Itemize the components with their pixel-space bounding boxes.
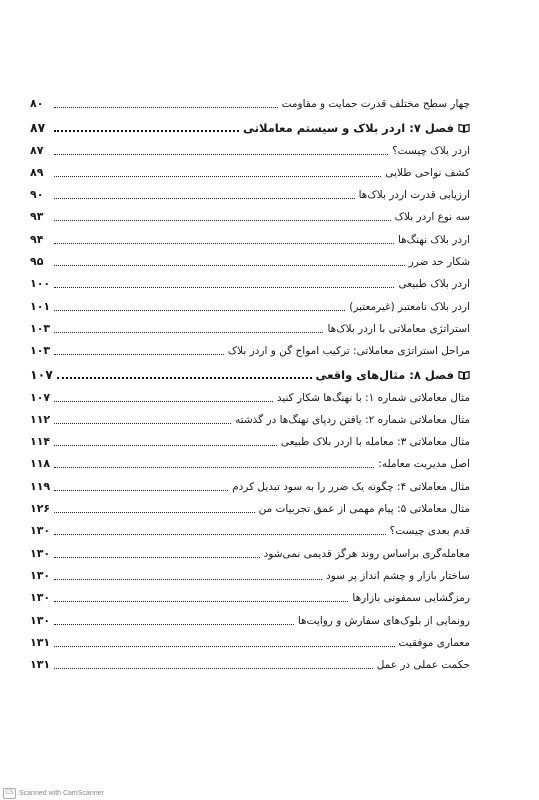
toc-entry bbox=[30, 337, 470, 359]
toc-entry bbox=[30, 517, 470, 539]
toc-page-number: ۱۰۳ bbox=[30, 344, 51, 358]
dot-leader bbox=[54, 153, 388, 155]
toc-entry-title: معماری موفقیت bbox=[395, 635, 470, 651]
toc-entry bbox=[30, 225, 470, 247]
toc-entry-title: ساختار بازار و چشم انداز پر سود bbox=[322, 568, 470, 584]
toc-entry-title: اردر بلاک نامعتبر (غیرمعتبر) bbox=[345, 299, 470, 315]
dot-leader bbox=[54, 175, 381, 177]
toc-page-number: ۱۲۶ bbox=[30, 502, 51, 516]
toc-page-number: ۱۳۱ bbox=[30, 658, 51, 672]
toc-entry bbox=[30, 584, 470, 606]
toc-entry-title: اصل مدیریت معامله: bbox=[374, 456, 470, 472]
toc-entry bbox=[30, 383, 470, 405]
dot-leader bbox=[54, 489, 228, 491]
toc-page-number: ۱۳۰ bbox=[30, 591, 51, 605]
toc-page-number: ۱۰۷ bbox=[30, 367, 53, 383]
toc-entry bbox=[30, 472, 470, 494]
dot-leader bbox=[54, 286, 394, 288]
toc-entry bbox=[30, 428, 470, 450]
dot-leader bbox=[54, 106, 278, 108]
toc-page-number: ۱۱۹ bbox=[30, 479, 51, 493]
toc-page-number: ۱۳۱ bbox=[30, 635, 51, 649]
toc-entry-title: معامله‌گری براساس روند هرگز قدیمی نمی‌شود bbox=[260, 546, 470, 562]
toc-page-number: ۱۱۲ bbox=[30, 412, 51, 426]
toc-page-number: ۱۰۰ bbox=[30, 277, 51, 291]
toc-entry bbox=[30, 270, 470, 292]
toc-entry bbox=[30, 406, 470, 428]
toc-entry-title: اردر بلاک طبیعی bbox=[394, 276, 470, 292]
toc-entry-title: مثال معاملاتی شماره ۲: یافتن ردپای نهنگ‌ها در گذشته bbox=[231, 412, 470, 428]
toc-entry-title: فصل ۸: مثال‌های واقعی bbox=[312, 367, 470, 383]
toc-chapter-heading bbox=[30, 112, 470, 136]
toc-page-number: ۱۰۱ bbox=[30, 299, 51, 313]
toc-page-number: ۱۰۷ bbox=[30, 390, 51, 404]
toc-entry-title: قدم بعدی چیست؟ bbox=[386, 523, 470, 539]
dot-leader bbox=[54, 197, 355, 199]
toc-page-number: ۱۱۴ bbox=[30, 435, 51, 449]
toc-entry-title: چهار سطح مختلف قدرت حمایت و مقاومت bbox=[278, 96, 470, 112]
toc-entry bbox=[30, 629, 470, 651]
watermark-label: Scanned with CamScanner bbox=[19, 789, 104, 797]
toc-entry-title: حکمت عملی در عمل bbox=[373, 657, 470, 673]
toc-entry bbox=[30, 159, 470, 181]
dot-leader bbox=[54, 600, 348, 602]
dot-leader bbox=[54, 578, 322, 580]
dot-leader bbox=[54, 353, 224, 355]
table-of-contents bbox=[30, 90, 470, 673]
toc-page-number: ۸۹ bbox=[30, 165, 44, 179]
dot-leader bbox=[57, 376, 312, 379]
dot-leader bbox=[54, 331, 323, 333]
toc-entry-title: مثال معاملاتی ۴: چگونه یک ضرر را به سود تبدیل کردم bbox=[228, 479, 470, 495]
dot-leader bbox=[54, 400, 273, 402]
toc-page-number: ۱۳۰ bbox=[30, 524, 51, 538]
camscanner-icon: CS bbox=[3, 788, 16, 799]
dot-leader bbox=[54, 309, 345, 311]
toc-entry-title: سه نوع اردر بلاک bbox=[391, 209, 470, 225]
toc-page-number: ۱۳۰ bbox=[30, 613, 51, 627]
toc-entry-title: کشف نواحی طلایی bbox=[381, 165, 470, 181]
toc-page-number: ۱۰۳ bbox=[30, 321, 51, 335]
dot-leader bbox=[54, 219, 391, 221]
toc-entry bbox=[30, 495, 470, 517]
toc-entry bbox=[30, 606, 470, 628]
book-icon bbox=[458, 123, 470, 133]
toc-entry-title: اردر بلاک نهنگ‌ها bbox=[394, 232, 470, 248]
toc-page-number: ۱۱۸ bbox=[30, 457, 51, 471]
toc-entry-title: استراتژی معاملاتی با اردر بلاک‌ها bbox=[323, 321, 470, 337]
toc-entry-title: شکار حد ضرر bbox=[405, 254, 470, 270]
dot-leader bbox=[54, 264, 405, 266]
dot-leader bbox=[54, 242, 394, 244]
book-icon bbox=[458, 370, 470, 380]
toc-chapter-heading bbox=[30, 359, 470, 383]
toc-entry bbox=[30, 181, 470, 203]
dot-leader bbox=[54, 129, 239, 132]
scanner-watermark bbox=[0, 786, 104, 800]
toc-entry bbox=[30, 203, 470, 225]
toc-page-number: ۸۷ bbox=[30, 120, 46, 136]
dot-leader bbox=[54, 511, 254, 513]
toc-entry-title: رمزگشایی سمفونی بازارها bbox=[348, 590, 470, 606]
toc-entry-title: ارزیابی قدرت اردر بلاک‌ها bbox=[355, 187, 470, 203]
toc-page-number: ۹۰ bbox=[30, 188, 44, 202]
toc-page-number: ۱۳۰ bbox=[30, 568, 51, 582]
toc-entry bbox=[30, 562, 470, 584]
toc-page-number: ۸۷ bbox=[30, 143, 44, 157]
dot-leader bbox=[54, 466, 374, 468]
toc-entry bbox=[30, 450, 470, 472]
toc-entry-title: مثال معاملاتی شماره ۱: با نهنگ‌ها شکار کنید bbox=[273, 390, 470, 406]
dot-leader bbox=[54, 667, 373, 669]
toc-entry-title: مراحل استراتژی معاملاتی: ترکیب امواج گن و اردر بلاک bbox=[224, 343, 470, 359]
dot-leader bbox=[54, 556, 259, 558]
toc-entry-title: مثال معاملاتی ۳: معامله با اردر بلاک طبیعی bbox=[277, 434, 470, 450]
toc-entry-title: مثال معاملاتی ۵: پیام مهمی از عمق تجربیات من bbox=[255, 501, 470, 517]
toc-entry bbox=[30, 248, 470, 270]
dot-leader bbox=[54, 444, 277, 446]
toc-entry bbox=[30, 90, 470, 112]
toc-entry bbox=[30, 539, 470, 561]
toc-entry-title: فصل ۷: اردر بلاک و سیستم معاملاتی bbox=[239, 120, 470, 136]
toc-entry bbox=[30, 315, 470, 337]
dot-leader bbox=[54, 645, 394, 647]
toc-entry bbox=[30, 292, 470, 314]
toc-page-number: ۹۳ bbox=[30, 210, 44, 224]
toc-page-number: ۹۴ bbox=[30, 232, 44, 246]
toc-page-number: ۹۵ bbox=[30, 255, 44, 269]
dot-leader bbox=[54, 623, 294, 625]
toc-entry bbox=[30, 136, 470, 158]
toc-entry-title: اردر بلاک چیست؟ bbox=[388, 143, 470, 159]
dot-leader bbox=[54, 422, 231, 424]
toc-page-number: ۱۳۰ bbox=[30, 546, 51, 560]
toc-page-number: ۸۰ bbox=[30, 97, 44, 111]
dot-leader bbox=[54, 533, 386, 535]
toc-entry-title: رونمایی از بلوک‌های سفارش و روایت‌ها bbox=[294, 613, 470, 629]
toc-entry bbox=[30, 651, 470, 673]
